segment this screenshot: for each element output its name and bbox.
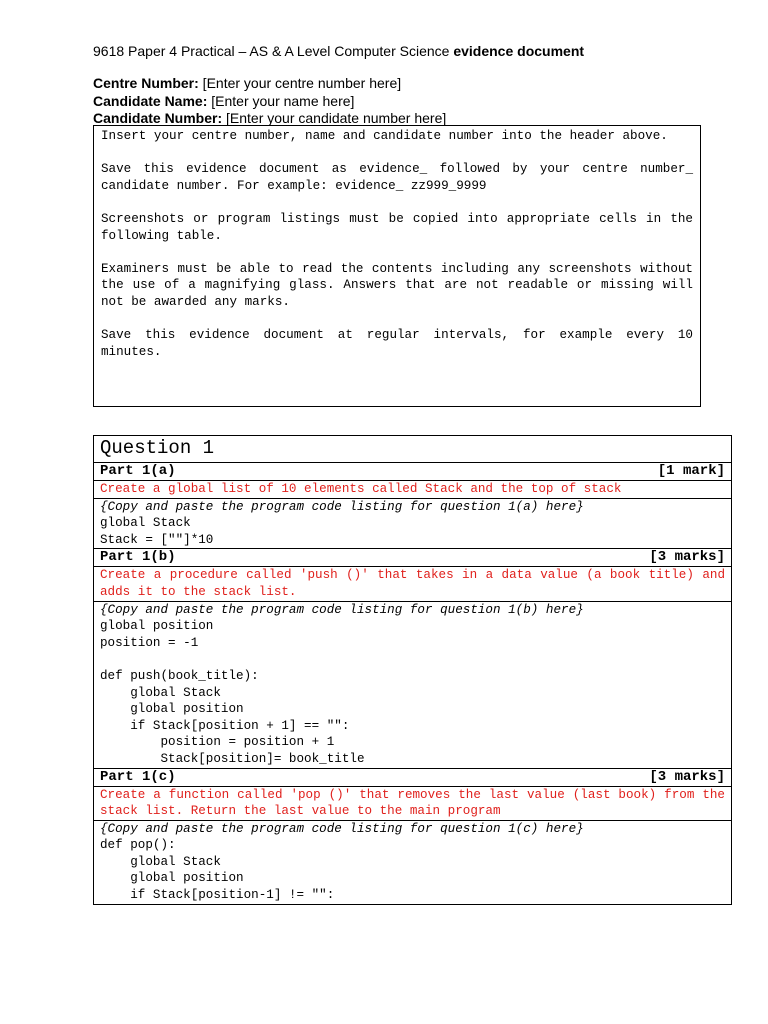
instructions-box (93, 125, 701, 407)
part-task: Create a function called 'pop ()' that removes the last value (last book) from the stack list. Return the last value to the main program (94, 786, 732, 820)
candidate-name-value[interactable]: [Enter your name here] (207, 93, 355, 109)
part-header-row (94, 768, 732, 786)
answer-prompt: {Copy and paste the program code listing for question 1(b) here} (100, 602, 584, 617)
part-marks: [3 marks] (649, 549, 725, 566)
question-table (93, 435, 732, 905)
candidate-number-value[interactable]: [Enter your candidate number here] (222, 110, 447, 126)
candidate-number-label: Candidate Number: (93, 110, 223, 126)
part-task: Create a procedure called 'push ()' that takes in a data value (a book title) and adds it to the stack list. (94, 567, 732, 601)
part-header-row (94, 549, 732, 567)
instruction-paragraph: Screenshots or program listings must be copied into appropriate cells in the following table. (101, 211, 693, 243)
part-label: Part 1(a) (100, 463, 176, 479)
centre-number-value[interactable]: [Enter your centre number here] (198, 75, 402, 91)
part-marks: [3 marks] (649, 768, 725, 785)
instruction-paragraph: Save this evidence document as evidence_ followed by your centre number_ candidate number. For example: evidence_ zz999_9999 (101, 162, 693, 193)
document-header (93, 43, 584, 59)
answer-prompt: {Copy and paste the program code listing for question 1(c) here} (100, 821, 584, 836)
part-task: Create a global list of 10 elements called Stack and the top of stack (94, 481, 732, 499)
candidate-number-line (93, 110, 446, 126)
instruction-paragraph: Save this evidence document at regular intervals, for example every 10 minutes. (101, 328, 693, 359)
question-title: Question 1 (94, 436, 732, 463)
answer-cell[interactable] (94, 498, 732, 549)
answer-cell[interactable] (94, 820, 732, 904)
candidate-name-label: Candidate Name: (93, 93, 208, 109)
answer-cell[interactable] (94, 601, 732, 768)
part-header-row (94, 463, 732, 481)
header-prefix: 9618 Paper 4 Practical – AS & A Level Computer Science (93, 43, 454, 59)
part-label: Part 1(b) (100, 549, 176, 566)
centre-number-line (93, 75, 401, 91)
header-bold-title: evidence document (453, 43, 585, 59)
code-listing[interactable]: def pop(): global Stack global position if Stack[position-1] != "": (100, 838, 335, 903)
code-listing[interactable]: global position position = -1 def push(book_title): global Stack global position if Stack[position + 1] == "": position = position + 1 Stack[position]= book_title (100, 619, 365, 766)
instruction-paragraph: Insert your centre number, name and candidate number into the header above. (101, 129, 668, 143)
code-listing[interactable]: global Stack Stack = [""]*10 (100, 516, 214, 547)
part-label: Part 1(c) (100, 768, 176, 785)
candidate-name-line (93, 93, 354, 109)
answer-prompt: {Copy and paste the program code listing for question 1(a) here} (100, 499, 584, 514)
part-marks: [1 mark] (657, 463, 725, 479)
centre-number-label: Centre Number: (93, 75, 199, 91)
instruction-paragraph: Examiners must be able to read the contents including any screenshots without the use of a magnifying glass. Answers that are not readable or missing will not be awarded any marks. (101, 261, 693, 309)
